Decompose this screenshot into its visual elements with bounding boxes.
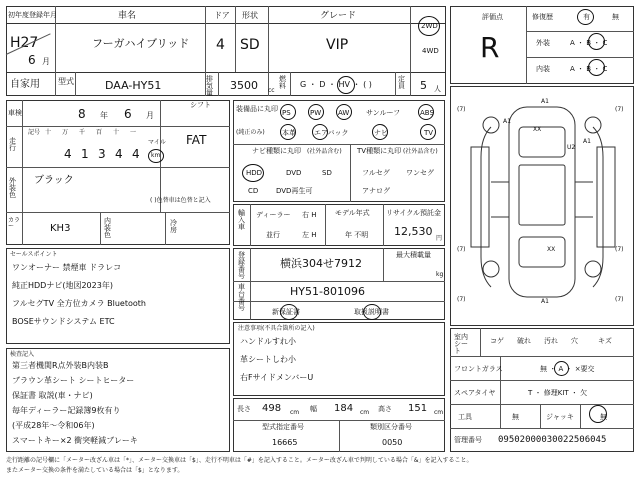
warranty-circle: [280, 304, 298, 320]
equipment-circle: [280, 104, 296, 120]
sales-point-line: フルセグTV 全方位カメラ Bluetooth: [12, 299, 146, 308]
jack-circle: [589, 405, 607, 423]
doors-label: ドア: [214, 11, 230, 20]
tv-item: ワンセグ: [406, 169, 434, 177]
height-label: 高さ: [378, 405, 392, 413]
interior-item: キズ: [598, 337, 612, 345]
equipment-circle: [280, 124, 296, 140]
interior-scale: A ・ B ・ C: [570, 65, 608, 73]
footer-line-2: またメーター交換の条件を満たしている場合は「$」となります。: [6, 467, 184, 474]
equipment-item: PS: [282, 109, 291, 117]
recycle-unit: 円: [436, 235, 443, 242]
repair-yes: 有: [583, 13, 590, 21]
inspector-line: 毎年ディーラー記録簿9枚有り: [12, 406, 121, 415]
shift: FAT: [186, 133, 207, 147]
grade-label: グレード: [320, 11, 357, 21]
capacity: 5: [420, 79, 427, 92]
mark-xx-2: XX: [547, 246, 556, 253]
mark-xx-1: XX: [533, 126, 542, 133]
spare-label: スペアタイヤ: [454, 389, 496, 397]
reg-year-label: 初年度登録年月: [8, 11, 57, 19]
plate-number: 横浜304せ7912: [280, 257, 362, 270]
equipment-item: ナビ: [374, 129, 388, 137]
spare-value: T ・ 修理KIT ・ 欠: [528, 389, 588, 397]
equipment-item: ABS: [420, 109, 434, 117]
interior-seat-label: 室内シート: [454, 333, 468, 355]
doors: 4: [216, 37, 225, 53]
jack-value: 無: [600, 413, 607, 421]
mileage-unit-mile: マイル: [148, 139, 166, 146]
drive-alt: 4WD: [422, 47, 439, 55]
note-line: 右FサイドメンバーU: [240, 373, 314, 382]
windshield-label: フロントガラス: [454, 365, 503, 373]
equipment-item: サンルーフ: [366, 109, 401, 117]
interior-item: コゲ: [490, 337, 504, 345]
color-code: KH3: [50, 223, 71, 234]
inspector-title: 検査記入: [10, 351, 35, 358]
mileage-digit: 4: [115, 147, 123, 161]
fuel-hv-circle: [337, 76, 355, 94]
max-load-label: 最大積載量: [396, 251, 431, 259]
recycle-ac-label: 冷房: [170, 219, 177, 234]
inspector-line: 第三者機関R点外装B内装B: [12, 361, 109, 370]
sales-point-line: 純正HDDナビ(地図2023年): [12, 281, 113, 290]
cc-unit: cc: [268, 87, 275, 94]
equipment-circle: [308, 104, 324, 120]
nav-item: HDD: [246, 169, 263, 177]
width-unit: cm: [360, 409, 370, 416]
repair-yes-circle: [577, 9, 594, 25]
sales-point-line: BOSEサウンドシステム ETC: [12, 317, 115, 326]
model-designation: 16665: [272, 438, 298, 447]
capacity-unit: 人: [434, 85, 441, 93]
import-parallel: 並行: [266, 231, 280, 239]
recycle-label: リサイクル預託金: [386, 209, 442, 217]
inspection-m-unit: 月: [146, 111, 154, 120]
equipment-circle: [312, 124, 328, 140]
color-code-label: カラー: [8, 217, 21, 230]
tools-label: 工具: [458, 413, 472, 421]
mark-a1-rear: A1: [541, 298, 549, 305]
fuel-label: 燃料: [279, 75, 286, 90]
windshield-a-circle: [554, 361, 569, 376]
capacity-label: 定員: [398, 75, 405, 90]
interior-grade-label: 内装: [536, 65, 550, 73]
use: 自家用: [10, 79, 40, 90]
nav-title: ナビ種類に丸印: [252, 147, 301, 155]
model-year: 年 不明: [345, 231, 369, 239]
sales-points-title: セールスポイント: [10, 251, 58, 258]
interior-item: 破れ: [517, 337, 531, 345]
category: 0050: [382, 438, 403, 447]
mileage-unit-km: km: [151, 152, 161, 159]
mileage-place-label: 百: [96, 129, 103, 136]
repair-label: 修復歴: [532, 13, 553, 21]
inspector-line: (平成28年〜令和06年): [12, 421, 95, 430]
import-left: 左 H: [302, 231, 317, 239]
equipment-circle: [420, 124, 436, 140]
tv-title: TV種類に丸印: [357, 147, 402, 155]
tv-item: フルセグ: [362, 169, 390, 177]
width-label: 幅: [310, 405, 317, 413]
tv-item: アナログ: [362, 187, 390, 195]
mileage-digit: 3: [98, 147, 106, 161]
drive-badge: 2WD: [421, 22, 438, 30]
shape-label: 形状: [242, 11, 258, 20]
equipment-circle: [418, 104, 434, 120]
inspection-block: [6, 100, 230, 245]
grade: VIP: [326, 37, 349, 53]
height: 151: [408, 403, 428, 414]
color: ブラック: [34, 175, 74, 186]
footer-line-1: 走行距離の記号欄に「メーター改ざん車は「*」、メーター交換車は「$」、走行不明車は「#」を記入すること。メーター改ざん車で判明している場合「&」を記入すること。: [6, 457, 473, 464]
new-warranty: 新保証書: [272, 308, 300, 316]
inspector-line: ブラウン革シート シートヒーター: [12, 376, 135, 385]
model-designation-label: 型式指定番号: [262, 423, 304, 431]
car-name-label: 車名: [118, 11, 137, 21]
notes-title: 注意事項(不具合箇所の記入): [238, 325, 315, 332]
inspection-year: 8: [78, 107, 86, 121]
mark-7-br2: (7): [615, 296, 624, 303]
inspector-line: 保証書 取説(車・ナビ): [12, 391, 93, 400]
mileage-place-label: 記号: [28, 129, 41, 136]
interior-item: 汚れ: [544, 337, 558, 345]
equipment-title: 装備品に丸印: [236, 105, 278, 113]
equipment-item: エアバック: [314, 129, 349, 137]
windshield-value: 無 ・ A ・ ×要交: [540, 365, 595, 373]
note-line: ハンドルすれ小: [240, 337, 296, 346]
control-number: 09502000030022506045: [498, 435, 607, 445]
length-unit: cm: [290, 409, 300, 416]
height-unit: cm: [434, 409, 444, 416]
recycle-amount: 12,530: [394, 225, 433, 238]
mark-7-tr: (7): [615, 106, 624, 113]
reg-month-unit: 月: [42, 57, 50, 66]
mileage-place-label: 万: [62, 129, 69, 136]
tools-value: 無: [512, 413, 519, 421]
control-label: 管理番号: [454, 436, 482, 444]
color-note: ( )色替車は色替と記入: [150, 197, 211, 204]
registration-label: 登録番号: [238, 251, 245, 280]
mark-u2: U2: [567, 144, 576, 151]
equipment-item: TV: [424, 129, 434, 137]
mileage-digit: 4: [132, 147, 140, 161]
vin: HY51-801096: [290, 285, 365, 298]
vin-label: 車台番号: [238, 283, 245, 312]
interior-label: 内装色: [104, 217, 111, 239]
import-right: 右 H: [302, 211, 317, 219]
equipment-circle: [336, 104, 352, 120]
nav-hdd-circle: [242, 164, 264, 182]
inspection-y-unit: 年: [100, 111, 108, 120]
equipment-item: AW: [338, 109, 350, 117]
nav-item: DVD: [286, 169, 302, 177]
mark-a1-front: A1: [541, 98, 549, 105]
shift-label: シフト: [190, 101, 211, 109]
mileage-label: 走行: [9, 137, 16, 152]
nav-subtitle: (社外品含む): [307, 148, 342, 155]
manual-circle: [363, 304, 381, 320]
damage-diagram: [450, 86, 634, 326]
mark-a1-left: A1: [503, 118, 511, 125]
mileage-digit: 1: [81, 147, 89, 161]
shape: SD: [240, 37, 260, 53]
nav-item: CD: [248, 187, 259, 195]
length: 498: [262, 403, 282, 414]
jack-label: ジャッキ: [546, 413, 574, 421]
width: 184: [334, 403, 354, 414]
mileage-place-label: 十: [113, 129, 120, 136]
interior-b-circle: [588, 59, 605, 76]
inspection-label: 車検: [8, 109, 22, 117]
mark-7-bl2: (7): [457, 296, 466, 303]
exterior-b-circle: [588, 33, 605, 50]
mark-7-tl: (7): [457, 106, 466, 113]
inspection-month: 6: [124, 107, 132, 121]
interior-item: 穴: [571, 337, 578, 345]
displacement-label: 排気量: [206, 75, 213, 97]
equipment-item: 本革: [282, 129, 296, 137]
mileage-place-label: 十: [45, 129, 52, 136]
score: R: [480, 31, 500, 64]
displacement: 3500: [230, 79, 258, 92]
length-label: 長さ: [237, 405, 251, 413]
mark-7-br: (7): [615, 246, 624, 253]
score-label: 評価点: [482, 13, 503, 21]
note-line: 革シートしわ小: [240, 355, 296, 364]
nav-item: DVD再生可: [276, 187, 313, 195]
equipment-subtitle: (純正のみ): [236, 129, 265, 136]
fuel: G ・ D ・ HV ・ ( ): [300, 80, 372, 89]
equipment-circle: [372, 124, 388, 140]
inspector-line: スマートキー×2 衝突軽減ブレーキ: [12, 436, 138, 445]
mileage-digit: 4: [64, 147, 72, 161]
equipment-item: PW: [310, 109, 322, 117]
mark-a1-right: A1: [583, 138, 591, 145]
sales-point-line: ワンオーナー 禁煙車 ドラレコ: [12, 263, 122, 272]
color-label: 外装色: [9, 177, 16, 199]
tv-subtitle: (社外品含む): [403, 148, 438, 155]
max-load-kg: kg: [436, 271, 444, 278]
import-dealer: ディーラー: [256, 211, 291, 219]
car-name: フーガハイブリッド: [92, 37, 190, 50]
exterior-scale: A ・ B ・ C: [570, 39, 608, 47]
nav-item: SD: [322, 169, 332, 177]
mark-7-bl: (7): [457, 246, 466, 253]
exterior-label: 外装: [536, 39, 550, 47]
model: DAA-HY51: [105, 79, 162, 92]
model-label: 型式: [58, 77, 74, 86]
reg-month: 6: [28, 53, 36, 67]
import-label: 輸入車: [238, 209, 245, 231]
repair-no: 無: [612, 13, 619, 21]
category-label: 類別区分番号: [370, 423, 412, 431]
mileage-place-label: 一: [130, 129, 137, 136]
reg-year: H27: [10, 35, 39, 51]
mileage-place-label: 千: [79, 129, 86, 136]
model-year-label: モデル年式: [335, 209, 370, 217]
manual: 取扱説明書: [354, 308, 389, 316]
car-outline-svg: [451, 87, 635, 327]
